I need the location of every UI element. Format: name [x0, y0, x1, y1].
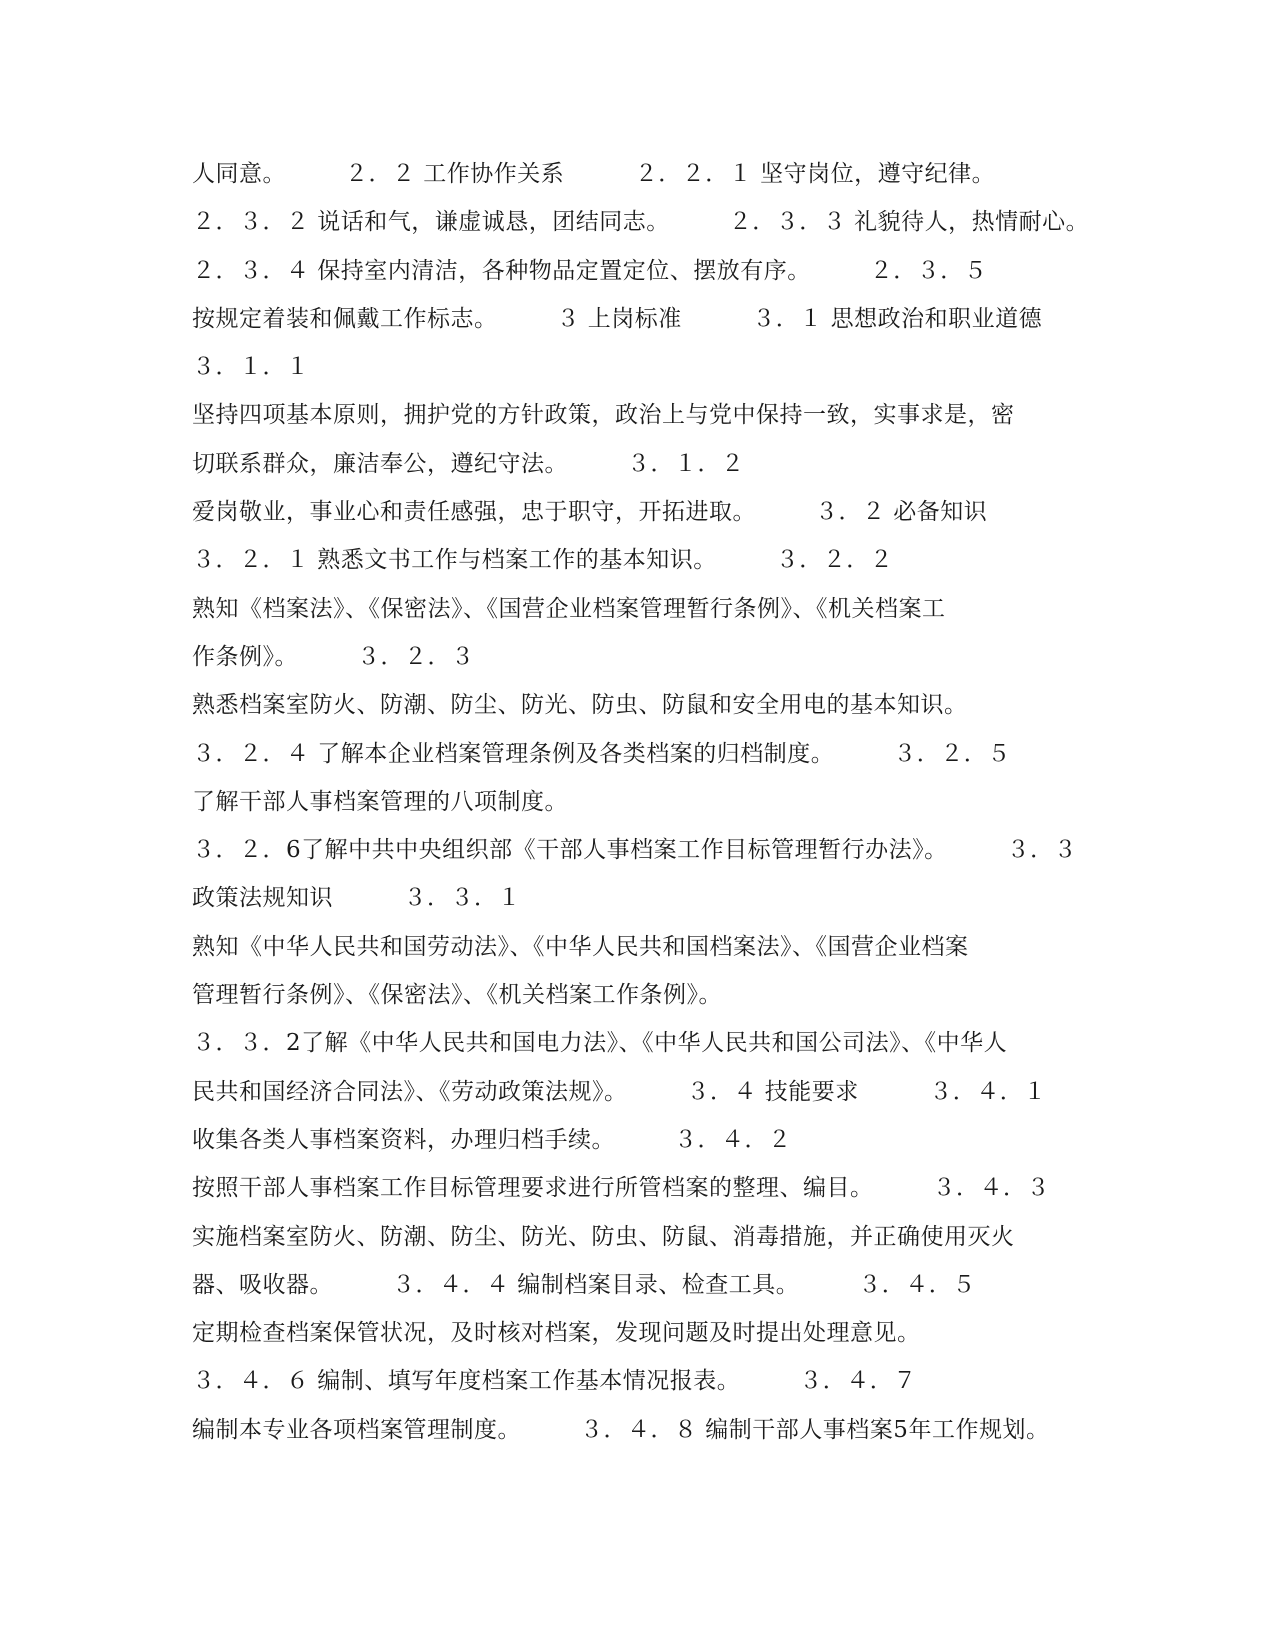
text-line: 编制本专业各项档案管理制度。 ３．４．８ 编制干部人事档案5年工作规划。	[192, 1416, 1050, 1443]
text-line: 民共和国经济合同法》、《劳动政策法规》。 ３．４ 技能要求 ３．４．１	[192, 1078, 1047, 1105]
text-line: 政策法规知识 ３．３．１	[192, 885, 521, 912]
text-line: ２．３．４ 保持室内清洁，各种物品定置定位、摆放有序。 ２．３．５	[192, 257, 988, 284]
text-line: 爱岗敬业，事业心和责任感强，忠于职守，开拓进取。 ３．２ 必备知识	[192, 499, 988, 526]
text-line: 管理暂行条例》、《保密法》、《机关档案工作条例》。	[192, 982, 722, 1009]
text-line: ３．２．6了解中共中央组织部《干部人事档案工作目标管理暂行办法》。 ３．３	[192, 837, 1078, 864]
text-line: ３．２．４ 了解本企业档案管理条例及各类档案的归档制度。 ３．２．５	[192, 740, 1011, 767]
text-line: ３．３．2了解《中华人民共和国电力法》、《中华人民共和国公司法》、《中华人	[192, 1030, 1008, 1057]
text-line: 作条例》。 ３．２．３	[192, 643, 475, 670]
text-line: 器、吸收器。 ３．４．４ 编制档案目录、检查工具。 ３．４．５	[192, 1271, 976, 1298]
text-line: 了解干部人事档案管理的八项制度。	[192, 788, 568, 815]
text-line: ３．４．６ 编制、填写年度档案工作基本情况报表。 ３．４．７	[192, 1368, 917, 1395]
text-line: 熟知《中华人民共和国劳动法》、《中华人民共和国档案法》、《国营企业档案	[192, 933, 969, 960]
text-line: ３．１．１	[192, 354, 310, 381]
text-line: 熟悉档案室防火、防潮、防尘、防光、防虫、防鼠和安全用电的基本知识。	[192, 692, 968, 719]
text-line: 按照干部人事档案工作目标管理要求进行所管档案的整理、编目。 ３．４．３	[192, 1175, 1050, 1202]
text-line: 实施档案室防火、防潮、防尘、防光、防虫、防鼠、消毒措施，并正确使用灭火	[192, 1223, 1015, 1250]
document-body	[192, 150, 1092, 1454]
text-line: 切联系群众，廉洁奉公，遵纪守法。 ３．１．２	[192, 450, 745, 477]
text-line: ３．２．１ 熟悉文书工作与档案工作的基本知识。 ３．２．２	[192, 547, 894, 574]
text-line: 人同意。 ２．２ 工作协作关系 ２．２．１ 坚守岗位，遵守纪律。	[192, 161, 996, 187]
text-line: 定期检查档案保管状况，及时核对档案，发现问题及时提出处理意见。	[192, 1320, 921, 1347]
text-line: 熟知《档案法》、《保密法》、《国营企业档案管理暂行条例》、《机关档案工	[192, 595, 946, 622]
text-line: 坚持四项基本原则，拥护党的方针政策，政治上与党中保持一致，实事求是，密	[192, 402, 1015, 429]
text-line: 按规定着装和佩戴工作标志。 ３ 上岗标准 ３．１ 思想政治和职业道德	[192, 305, 1043, 332]
text-line: 收集各类人事档案资料，办理归档手续。 ３．４．２	[192, 1126, 792, 1153]
text-line: ２．３．２ 说话和气，谦虚诚恳，团结同志。 ２．３．３ 礼貌待人，热情耐心。	[192, 209, 1090, 236]
